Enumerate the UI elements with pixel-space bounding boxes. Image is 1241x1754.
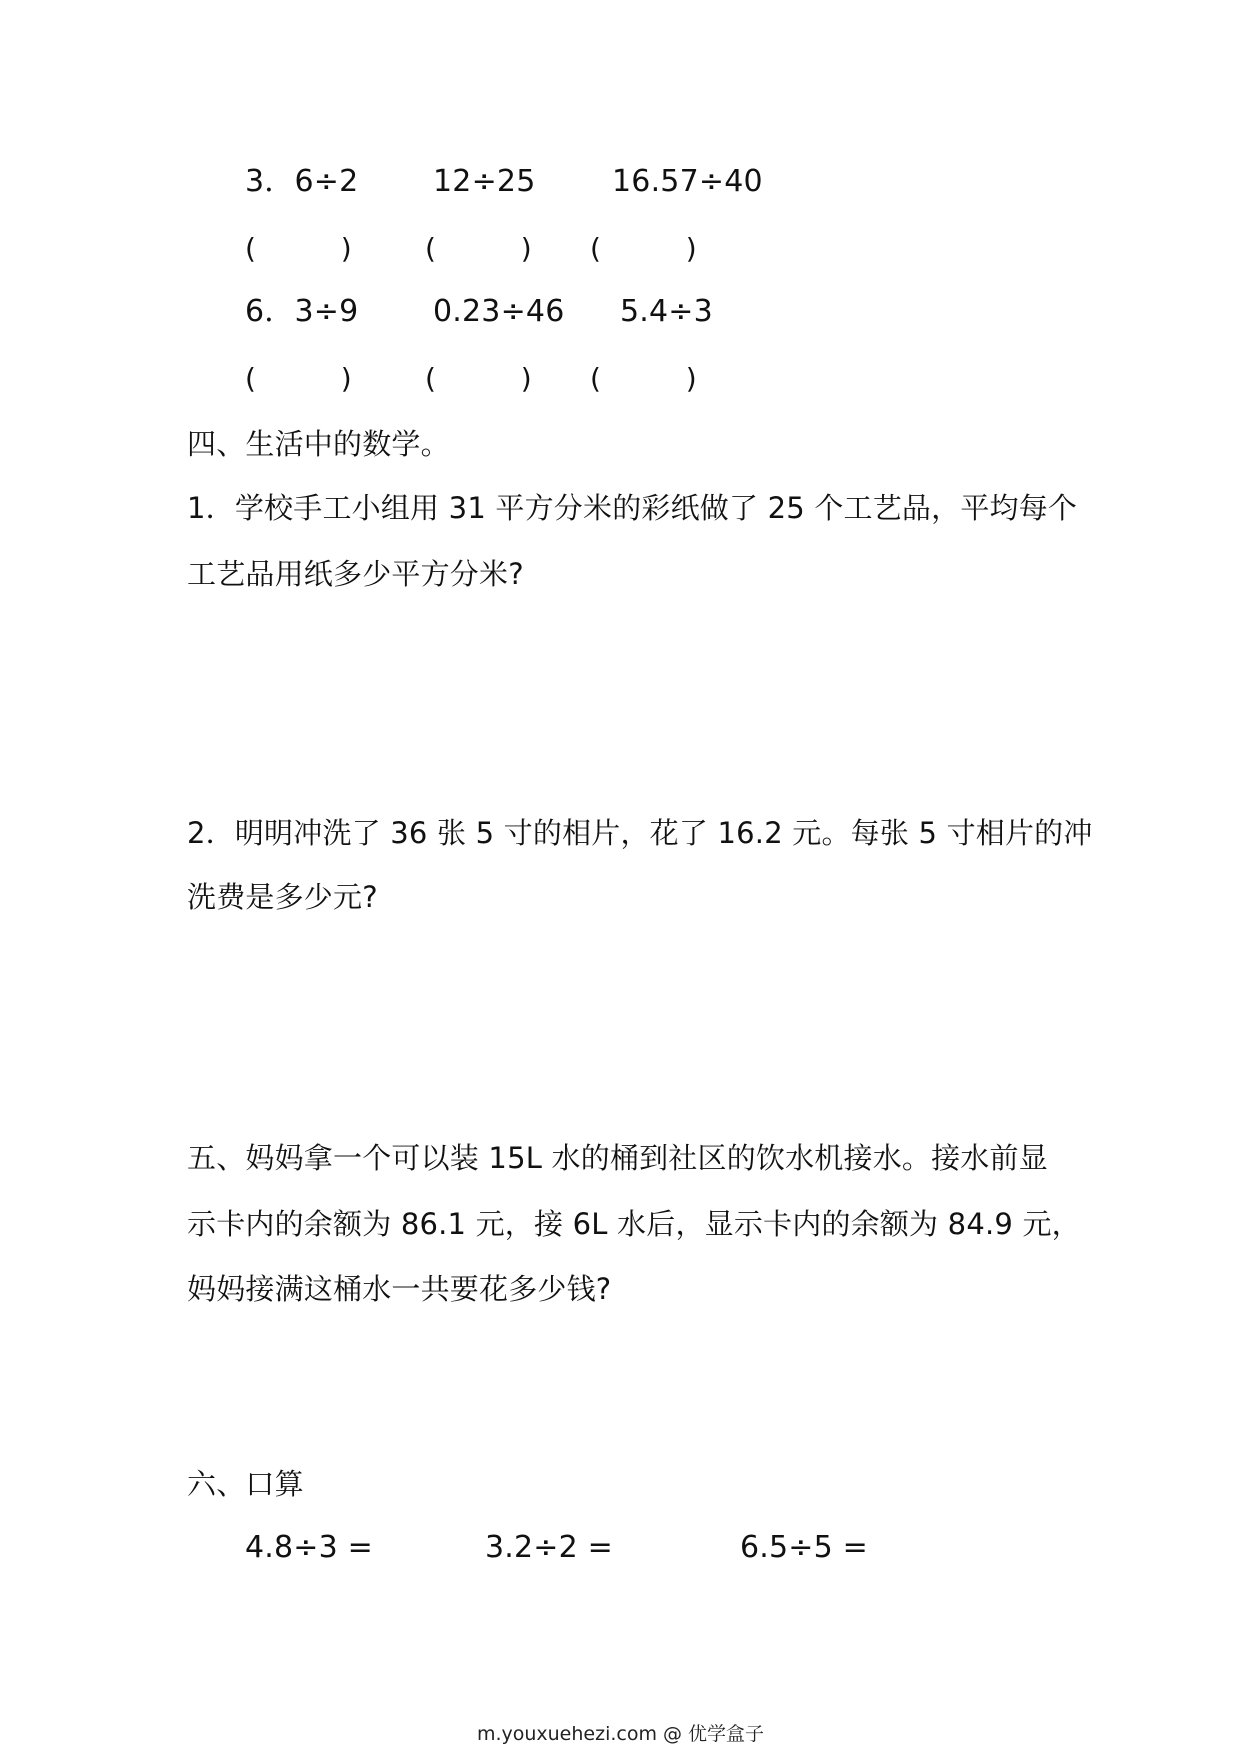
question-1-line-1: 1．学校手工小组用 31 平方分米的彩纸做了 25 个工艺品，平均每个: [187, 491, 1078, 525]
section-5-line-2: 示卡内的余额为 86.1 元，接 6L 水后，显示卡内的余额为 84.9 元，: [187, 1207, 1081, 1241]
mental-math-2: 3.2÷2 =: [485, 1530, 614, 1565]
answer-blank-3-3[interactable]: ( ): [590, 232, 697, 265]
division-expr-3-1: 3．6÷2: [245, 164, 359, 199]
answer-blank-3-1[interactable]: ( ): [245, 232, 352, 265]
section-heading-6: 六、口算: [187, 1467, 304, 1501]
division-expr-6-2: 0.23÷46: [433, 294, 565, 329]
question-2-line-2: 洗费是多少元?: [187, 880, 378, 914]
section-heading-4: 四、生活中的数学。: [187, 427, 450, 461]
division-expr-3-2: 12÷25: [433, 164, 536, 199]
mental-math-3: 6.5÷5 =: [740, 1530, 869, 1565]
section-5-line-3: 妈妈接满这桶水一共要花多少钱?: [187, 1272, 612, 1306]
question-2-line-1: 2．明明冲洗了 36 张 5 寸的相片，花了 16.2 元。每张 5 寸相片的冲: [187, 816, 1093, 850]
division-expr-6-1: 6．3÷9: [245, 294, 359, 329]
mental-math-1: 4.8÷3 =: [245, 1530, 374, 1565]
answer-blank-3-2[interactable]: ( ): [425, 232, 532, 265]
answer-blank-6-2[interactable]: ( ): [425, 362, 532, 395]
answer-blank-6-3[interactable]: ( ): [590, 362, 697, 395]
question-1-line-2: 工艺品用纸多少平方分米?: [187, 557, 524, 591]
footer-source: m.youxuehezi.com @ 优学盒子: [476, 1723, 765, 1745]
division-expr-6-3: 5.4÷3: [620, 294, 713, 329]
division-expr-3-3: 16.57÷40: [612, 164, 763, 199]
answer-blank-6-1[interactable]: ( ): [245, 362, 352, 395]
section-5-line-1: 五、妈妈拿一个可以装 15L 水的桶到社区的饮水机接水。接水前显: [187, 1141, 1048, 1175]
